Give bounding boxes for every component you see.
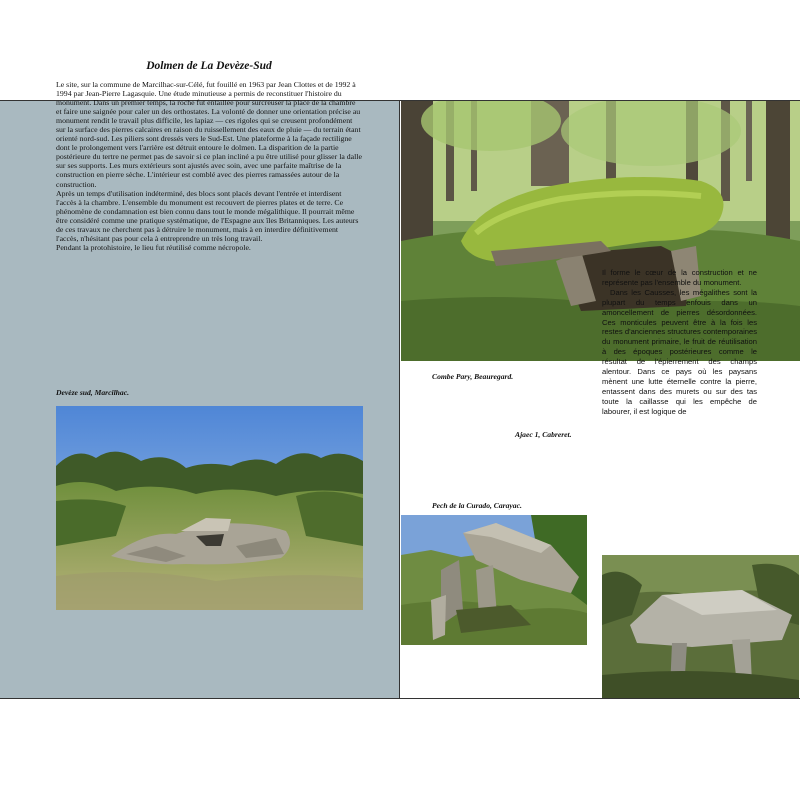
photo-caption: Devèze sud, Marcilhac. bbox=[56, 388, 129, 397]
photo-deveze-sud bbox=[56, 406, 363, 610]
paragraph: Le site, sur la commune de Marcilhac-sur-Célé, fut fouillé en 1963 par Jean Clottes et de 1992 à 1994 par Jean-Pierre Lagasquie. Une étude minutieuse a permis de reconstituer l'histoire du monument. Dans un premier temps, la roche fut entaillée pour surcreuser la place de la chambre et faire une saignée pour caler un des orthostates. La volonté de donner une orientation précise au monument rendit le travail plus difficile, les lapiaz — ces rigoles qui se creusent profondément sur la surface des pierres calcaires en raison du ruissellement des eaux de pluie — du terrain étant orienté nord-sud. Les piliers sont dressés vers le Sud-Est. Une plateforme à la façade rectiligne dont le prolongement vers l'arrière est détruit entoure le dolmen. La disparition de la partie postérieure du tertre ne permet pas de savoir si ce plan incliné a pu être utilisé pour glisser la dalle sur ses supports. Les murs extérieurs sont ajustés avec soin, avec une parfaite maîtrise de la construction en pierre sèche. L'intérieur est comblé avec des pierres ramassées autour de la construction. bbox=[56, 80, 362, 189]
paragraph: Pendant la protohistoire, le lieu fut réutilisé comme nécropole. bbox=[56, 242, 251, 252]
page-title: Dolmen de La Devèze-Sud bbox=[146, 60, 272, 72]
photo-pech-de-la-curado bbox=[401, 515, 587, 645]
photo-caption: Pech de la Curado, Carayac. bbox=[432, 501, 522, 510]
paragraph: Dans les Causses, les mégalithes sont la plupart du temps enfouis dans un amoncellement de pierres désordonnées. Ces monticules peuvent être à la fois les restes d'anciennes structures contemporaines du monument primaire, le fruit de réutilisation à des époques postérieures comme le résultat de l'épierrement des champs alentour. Dans ce pays où les paysans mènent une lutte éternelle contre la pierre, entassent dans des murets ou sur des tas toute la caillasse qui les empêche de labourer, il est logique de bbox=[602, 287, 757, 416]
photo-caption: Ajaec 1, Cabreret. bbox=[515, 430, 572, 439]
photo-caption: Combe Pary, Beauregard. bbox=[432, 372, 514, 381]
paragraph: Il forme le cœur de la construction et ne représente pas l'ensemble du monument. bbox=[602, 268, 757, 287]
body-text bbox=[56, 80, 362, 252]
paragraph: Après un temps d'utilisation indéterminé, des blocs sont placés devant l'entrée et interdisent l'accès à la chambre. L'ensemble du monument est recouvert de pierres plates et de terre. Ce phénomène de condamnation est bien connu dans tout le monde mégalithique. Il pourrait même être considéré comme une pratique systématique, de l'Espagne aux îles Britanniques. Les auteurs de ces travaux ne cherchent pas à détruire le monument, mais à en interdire définitivement l'accès, n'hésitant pas pour cela à entreprendre un très long travail. bbox=[56, 188, 359, 243]
photo-ajaec-1 bbox=[602, 555, 799, 698]
right-body-text bbox=[602, 268, 757, 417]
